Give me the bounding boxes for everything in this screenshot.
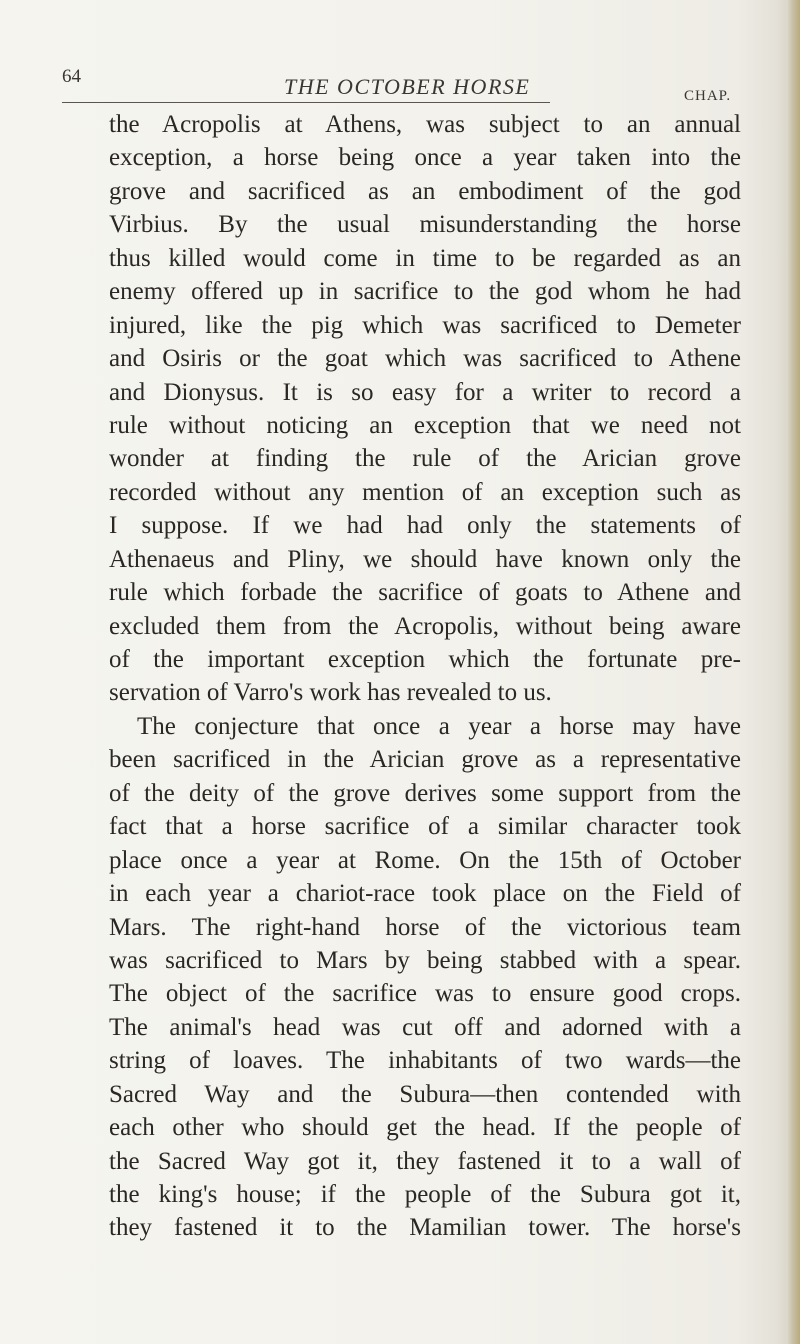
- text-line: excluded them from the Acropolis, without being aware: [109, 612, 741, 640]
- text-line: injured, like the pig which was sacrificed to Demeter: [109, 311, 741, 339]
- text-line: the king's house; if the people of the Subura got it,: [109, 1181, 741, 1208]
- text-line: and Osiris or the goat which was sacrificed to Athene: [109, 345, 741, 373]
- text-line: in each year a chariot-race took place on the Field of: [109, 880, 741, 908]
- text-line: the Sacred Way got it, they fastened it to a wall of: [109, 1147, 741, 1175]
- running-title: THE OCTOBER HORSE: [284, 74, 531, 99]
- paragraph-1: [109, 108, 741, 710]
- text-line: of the deity of the grove derives some support from the: [109, 779, 741, 807]
- text-line: rule without noticing an exception that we need not: [109, 411, 741, 439]
- text-line: rule which forbade the sacrifice of goats to Athene and: [109, 579, 741, 607]
- text-line: was sacrificed to Mars by being stabbed with a spear.: [109, 946, 741, 974]
- body-text: [109, 108, 741, 1245]
- text-line: each other who should get the head. If the people of: [109, 1114, 741, 1142]
- page-edge-shadow: [786, 0, 800, 1344]
- text-line: exception, a horse being once a year taken into the: [109, 144, 741, 172]
- text-line: The object of the sacrifice was to ensure good crops.: [109, 980, 741, 1008]
- chapter-label: CHAP.: [684, 88, 732, 104]
- text-line: the Acropolis at Athens, was subject to an annual: [109, 111, 741, 138]
- text-line: wonder at finding the rule of the Arician grove: [109, 445, 741, 473]
- header-rule: [62, 102, 550, 103]
- text-line: The conjecture that once a year a horse may have: [137, 712, 741, 740]
- text-line: The animal's head was cut off and adorned with a: [109, 1013, 741, 1041]
- text-line: Sacred Way and the Subura—then contended with: [109, 1080, 741, 1108]
- text-line: I suppose. If we had had only the statements of: [109, 512, 741, 540]
- text-line: Virbius. By the usual misunderstanding the horse: [109, 211, 741, 239]
- text-line: string of loaves. The inhabitants of two wards—the: [109, 1047, 741, 1075]
- text-line: and Dionysus. It is so easy for a writer to record a: [109, 378, 741, 406]
- text-line: Mars. The right-hand horse of the victorious team: [109, 913, 741, 941]
- page-header: [0, 62, 800, 112]
- text-line: enemy offered up in sacrifice to the god whom he had: [109, 278, 741, 306]
- text-line: Athenaeus and Pliny, we should have known only the: [109, 545, 741, 573]
- text-line: place once a year at Rome. On the 15th of October: [109, 846, 741, 874]
- text-line: servation of Varro's work has revealed to us.: [109, 679, 552, 707]
- text-line: grove and sacrificed as an embodiment of the god: [109, 177, 741, 205]
- text-line: thus killed would come in time to be regarded as an: [109, 244, 741, 272]
- text-line: fact that a horse sacrifice of a similar character took: [109, 813, 741, 841]
- text-line: been sacrificed in the Arician grove as a representative: [109, 746, 741, 774]
- text-line: of the important exception which the fortunate pre-: [109, 646, 741, 673]
- page-number: 64: [62, 66, 81, 87]
- text-line: recorded without any mention of an exception such as: [109, 478, 741, 506]
- paragraph-2: [109, 710, 741, 1245]
- text-line: they fastened it to the Mamilian tower. The horse's: [109, 1214, 741, 1242]
